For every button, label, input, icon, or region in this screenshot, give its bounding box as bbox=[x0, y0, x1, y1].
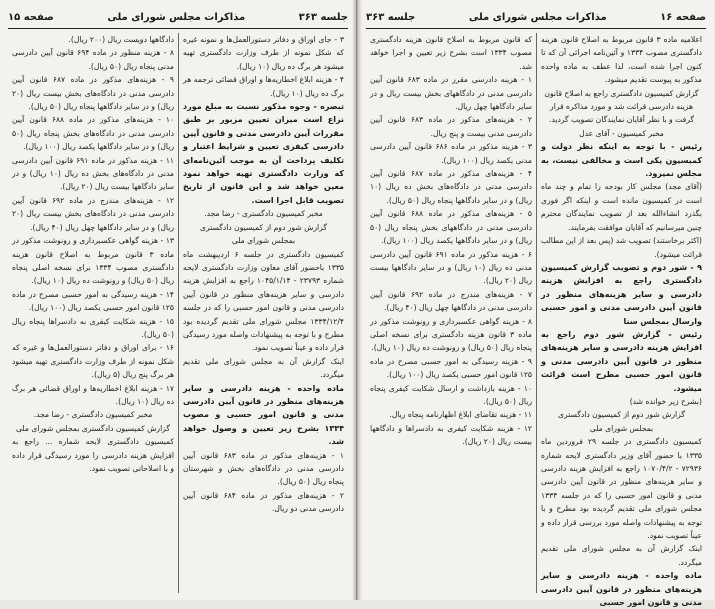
paragraph: گزارش کمیسیون دادگستری راجع به اصلاح قانون هزینه دادرسی قرائت شد و مورد مذاکره قرار گرفت و با نظر آقایان نمایندگان تصویب گردید. bbox=[544, 88, 699, 125]
paragraph: ۴ - هزینه‌های مذکور در ماده ۶۸۷ قانون آیین دادرسی مدنی در دادگاه‌های بخش ده ریال (۱۰ ریال) و در سایر دادگاهها پنجاه ریال (۵۰ ریال). bbox=[370, 169, 532, 205]
paragraph: ماده واحده - هزینه دادرسی و سایر هزینه‌های منظور در قانون آیین دادرسی مدنی و قانون امور حسبی و مصوب ۱۳۳۴ بشرح زیر تعیین و وصول خواهد شد. bbox=[183, 383, 344, 447]
paragraph: مخبر کمیسیون - آقای عدل bbox=[579, 128, 664, 138]
paragraph: ۴ - هزینه ابلاغ اخطاریه‌ها و اوراق قضائی ترجمه هر برگ ده ریال (۱۰ ریال). bbox=[183, 75, 344, 98]
paragraph: (آقای مجد) مجلس کار بودجه را تمام و چند ماه است در کمیسیون مانده است و اینکه اگر فوری بگذرد انشاءالله بعد از تصویب نمایندگان محترم چنین میرسانیم که آقایان موافقت بفرمایند. bbox=[541, 182, 702, 232]
page-number: صفحه ۱۵ bbox=[8, 11, 54, 23]
paragraph: ۲ - هزینه‌های مذکور در ماده ۶۸۳ قانون آیین دادرسی مدنی بیست و پنج ریال. bbox=[370, 115, 532, 138]
paragraph: ۱ - هزینه دادرسی مقرر در ماده ۶۸۳ قانون آیین دادرسی مدنی در دادگاههای بخش بیست ریال و در سایر دادگاهها چهل ریال. bbox=[370, 75, 532, 112]
running-title: مذاکرات مجلس شورای ملی bbox=[107, 11, 246, 23]
paragraph: گزارش شور دوم از کمیسیون دادگستری bbox=[200, 222, 327, 232]
paragraph: ۱۰ - هزینه بازداشت و ارسال شکایت کیفری پنجاه ریال (۵۰ ریال). bbox=[370, 383, 532, 406]
paragraph: ۹ - شور دوم و تصویب گزارش کمیسیون دادگستری راجع به افزایش هزینه دادرسی و سایر هزینه‌های منظور در قانون آیین دادرسی مدنی و امور حسبی وارسال بمجلس سنا bbox=[541, 262, 702, 326]
paragraph: ۹ - هزینه‌های مذکور در ماده ۶۸۷ قانون آیین دادرسی مدنی در دادگاه‌های بخش بیست ریال (۲۰ ریال) و در سایر دادگاهها پنجاه ریال (۵۰ ریال). bbox=[12, 75, 174, 112]
column-left bbox=[8, 33, 178, 593]
paragraph: گزارش کمیسیون دادگستری بمجلس شورای ملی bbox=[16, 423, 170, 433]
paragraph: ۲ - هزینه‌های مذکور در ماده ۶۸۴ قانون آیین دادرسی مدنی دو ریال. bbox=[183, 490, 344, 514]
paragraph: ۱۶ - برای اوراق و دفاتر دستورالعمل‌ها و غیره که شکل نمونه از طرف وزارت دادگستری تهیه میشود هر برگ پنج ریال (۵ ریال). bbox=[12, 343, 174, 380]
paragraph: ۱۳ - هزینه گواهی عکسبرداری و رونوشت مذکور در ماده ۳ قانون مربوط به اصلاح قانون هزینه دادگستری مصوب ۱۳۳۴ برای نسخه اصلی پنجاه ریال (۵۰ ریال) و رونوشت ده ریال (۱۰ ریال). bbox=[12, 236, 175, 286]
paragraph: ۱۱ - هزینه تقاضای ابلاغ اظهارنامه پنجاه ریال. bbox=[389, 410, 532, 420]
paragraph: ۱۰ - هزینه‌های مذکور در ماده ۶۸۸ قانون آیین دادرسی مدنی در دادگاه‌های بخش پنجاه ریال (۵۰ ریال) و در سایر دادگاهها یکصد ریال (۱۰۰ ریال). bbox=[12, 115, 174, 152]
paragraph: ۱۴ - هزینه رسیدگی به امور حسبی مصرح در ماده ۱۲۵ قانون امور حسبی یکصد ریال (۱۰۰ ریال). bbox=[12, 289, 174, 313]
paragraph: اینک گزارش آن به مجلس شورای ملی تقدیم میگردد. bbox=[183, 356, 344, 380]
left-page-header bbox=[8, 6, 348, 29]
paragraph: ۱۵ - هزینه شکایت کیفری به دادسراها پنجاه ریال (۵۰ ریال). bbox=[12, 316, 174, 339]
paragraph: ۱۲ - هزینه شکایت کیفری به دادسراها و دادگاهها بیست ریال (۲۰ ریال). bbox=[370, 423, 532, 447]
paragraph: کمیسیون دادگستری در جلسه ۶ اردیبهشت ماه ۱۳۳۵ باحضور آقای معاون وزارت دادگستری لایحه شماره ۲۳۷۹۳ - ۱۰۴۵/۱/۱۴ راجع به افزایش هزینه دادرسی و سایر هزینه‌های منظور در قانون آیین دادرسی مدنی و قانون امور حسبی را که در جلسه ۱۳۳۴/۱۲/۴ مجلس شورای ملی تقدیم گردیده بود مطرح و با توجه به پیشنهادات واصله مورد رسیدگی قرار داده و عیناً تصویب نمود. bbox=[183, 249, 345, 353]
paragraph: ۷ - هزینه‌های مندرج در ماده ۶۹۲ قانون آیین دادرسی مدنی در دادگاهها چهل ریال (۴۰ ریال). bbox=[370, 289, 532, 313]
running-title: مذاکرات مجلس شورای ملی bbox=[468, 11, 607, 23]
paragraph: ۳ - هزینه مذکور در ماده ۶۸۶ قانون آیین دادرسی مدنی یکصد ریال (۱۰۰ ریال). bbox=[370, 142, 532, 165]
page-number-label: جلسه ۳۶۳ bbox=[298, 11, 348, 23]
paragraph: ۹ - هزینه رسیدگی به امور حسبی مصرح در ماده ۱۲۵ قانون امور حسبی یکصد ریال (۱۰۰ ریال). bbox=[370, 356, 532, 380]
column-right bbox=[536, 33, 706, 608]
paragraph: اعلامیه ماده ۳ قانون مربوط به اصلاح قانون هزینه دادگستری مصوب ۱۳۳۴ و آئین‌نامه اجرائی آن که تا کنون اجرا شده است، لذا عطف به ماده واحده مذکور به پیوست تقدیم میشود. bbox=[541, 35, 703, 85]
paragraph: کمیسیون دادگستری در جلسه ۲۹ فروردین ماه ۱۳۳۵ با حضور آقای وزیر دادگستری لایحه شماره ۷۲۹۳۶ - ۱۰۷۰/۴/۲ راجع به افزایش هزینه دادرسی و سایر هزینه‌های منظور در قانون آیین دادرسی مدنی و قانون امور حسبی را که در جلسه ۱۳۳۴ مجلس شورای ملی تقدیم گردیده بود مطرح و با توجه به پیشنهادات واصله مورد بررسی قرار داده و عیناً تصویب نمود. bbox=[541, 437, 702, 541]
session-label: جلسه ۳۶۳ bbox=[366, 11, 416, 23]
paragraph: رئیس - گزارش شور دوم راجع به افزایش هزینه دادرسی و سایر هزینه‌های منظور در قانون آیین دادرسی مدنی و قانون امور حسبی مطرح است قرائت میشود. bbox=[541, 329, 702, 393]
binding-shadow bbox=[358, 0, 362, 600]
paragraph: بمجلس شورای ملی bbox=[589, 423, 654, 433]
paragraph: بمجلس شورای ملی bbox=[231, 236, 296, 246]
paragraph: ۵ - هزینه‌های مذکور در ماده ۶۸۸ قانون آیین دادرسی مدنی در دادگاههای بخش پنجاه ریال (۵۰ ریال) و در سایر دادگاهها یکصد ریال (۱۰۰ ریال). bbox=[370, 209, 532, 246]
paragraph: کمیسیون دادگستری لایحه شماره ... راجع به افزایش هزینه دادرسی را مورد رسیدگی قرار داده و با اصلاحاتی تصویب نمود. bbox=[12, 437, 174, 473]
paragraph: ۱۲ - هزینه‌های مندرج در ماده ۶۹۲ قانون آیین دادرسی مدنی در دادگاه‌های بخش بیست ریال (۲۰ ریال) و در سایر دادگاهها چهل ریال (۴۰ ریال). bbox=[12, 195, 174, 232]
left-page bbox=[0, 0, 357, 600]
paragraph: مخبر کمیسیون دادگستری - رضا مجد. bbox=[33, 410, 153, 420]
right-page bbox=[357, 0, 714, 608]
paragraph: ۸ - هزینه منظور در ماده ۶۹۴ قانون آیین دادرسی مدنی پنجاه ریال (۵۰ ریال). bbox=[12, 48, 174, 71]
paragraph: ماده واحده - هزینه دادرسی و سایر هزینه‌های منظور در قانون آیین دادرسی مدنی و قانون امور حسبی bbox=[541, 571, 702, 608]
column-left bbox=[366, 33, 536, 593]
binding-shadow bbox=[352, 0, 356, 600]
paragraph: ۸ - هزینه گواهی عکسبرداری و رونوشت مذکور در ماده ۳ قانون هزینه دادگستری برای نسخه اصلی پنجاه ریال (۵۰ ریال) و رونوشت ده ریال (۱۰ ریال). bbox=[370, 316, 532, 353]
paragraph: اینک گزارش آن به مجلس شورای ملی تقدیم میگردد. bbox=[541, 544, 702, 567]
right-page-columns bbox=[366, 33, 706, 608]
paragraph: تبصره - وجوه مذکور نسبت به مبلغ مورد نزاع است میزان تعیین مزبور بر طبق مقررات آیین دادرسی مدنی و قانون آیین دادرسی کیفری تعیین و شرایط اعتبار و تکلیف پرداخت آن به موجب آئین‌نامه‌ای که وزارت دادگستری تهیه خواهد نمود معین خواهد شد و این قانون از تاریخ تصویب قابل اجرا است. bbox=[183, 102, 344, 205]
paragraph: ۱۱ - هزینه مذکور در ماده ۶۹۱ قانون آیین دادرسی مدنی در دادگاه‌های بخش ده ریال (۱۰ ریال) و در سایر دادگاهها بیست ریال (۲۰ ریال). bbox=[12, 155, 174, 192]
paragraph: گزارش شور دوم از کمیسیون دادگستری bbox=[558, 410, 685, 420]
right-page-header bbox=[366, 6, 706, 29]
left-page-columns bbox=[8, 33, 348, 593]
paragraph: ۱ - هزینه‌های مذکور در ماده ۶۸۳ قانون آیین دادرسی مدنی در دادگاه‌های بخش و شهرستان پنجاه ریال (۵۰ ریال). bbox=[183, 450, 344, 487]
paragraph: (اکثر برخاستند) تصویب شد (پس بعد از این مطالب قرائت میشود). bbox=[541, 236, 702, 259]
paragraph: ۱۷ - هزینه ابلاغ اخطاریه‌ها و اوراق قضائی هر برگ ده ریال (۱۰ ریال). bbox=[12, 383, 174, 406]
column-right bbox=[178, 33, 348, 593]
paragraph: ۳ - جای اوراق و دفاتر دستورالعمل‌ها و نمونه غیره که شکل نمونه از طرف وزارت دادگستری تهیه میشود هر برگ ده ریال (۱۰ ریال). bbox=[183, 35, 344, 71]
paragraph: دادگاهها دویست ریال (۲۰۰ ریال). bbox=[68, 35, 174, 44]
paragraph: که قانون مربوط به اصلاح قانون هزینه دادگستری مصوب ۱۳۳۴ است بشرح زیر تعیین و اجرا خواهد شد. bbox=[370, 35, 532, 71]
paragraph: مخبر کمیسیون دادگستری - رضا مجد. bbox=[204, 209, 323, 219]
paragraph: ۶ - هزینه مذکور در ماده ۶۹۱ قانون آیین دادرسی مدنی ده ریال (۱۰ ریال) و در سایر دادگاهها بیست ریال (۲۰ ریال). bbox=[370, 249, 532, 286]
paragraph: (بشرح زیر خوانده شد) bbox=[629, 396, 702, 406]
paragraph: رئیس - با توجه به اینکه نظر دولت و کمیسیون یکی است و مخالفی نیست، به مجلس نمیرود. bbox=[541, 142, 702, 179]
page-number: صفحه ۱۶ bbox=[660, 11, 706, 23]
